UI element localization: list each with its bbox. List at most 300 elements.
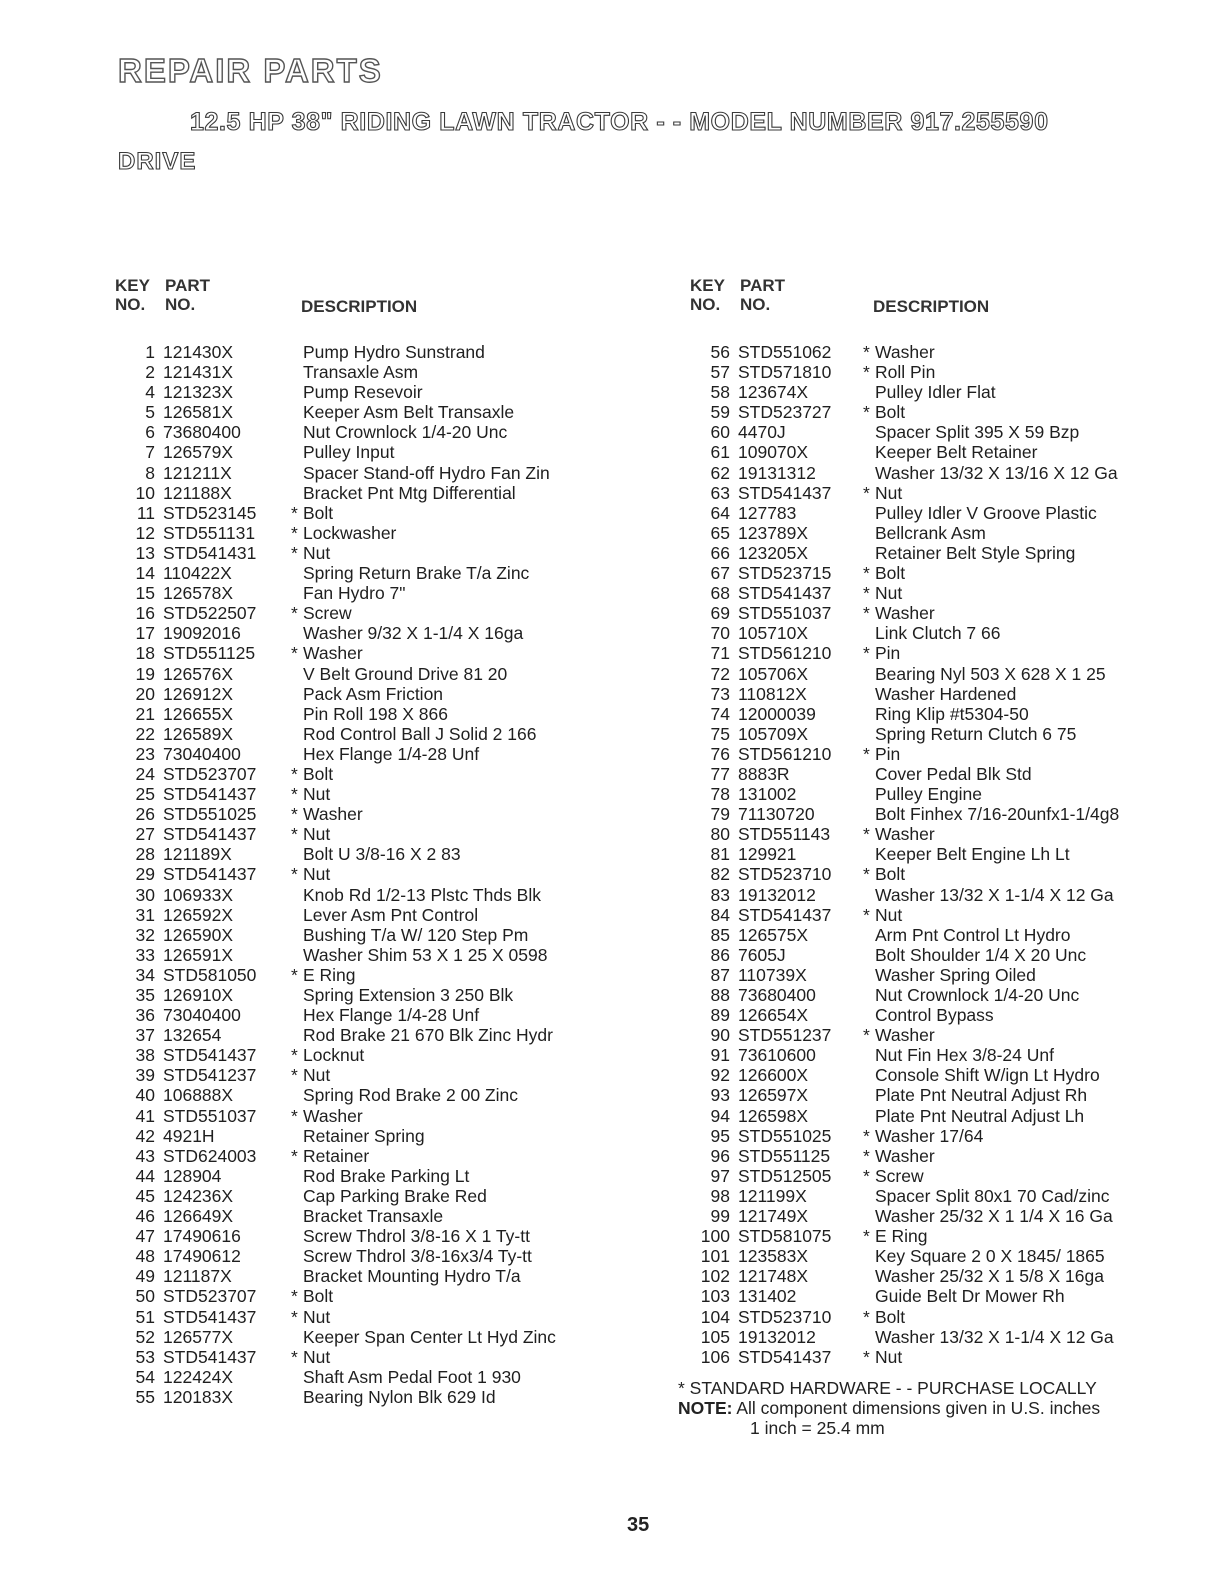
parts-row (113, 1226, 673, 1246)
key-number: 1 (145, 342, 155, 362)
parts-row (113, 905, 673, 925)
key-number: 77 (710, 763, 730, 784)
part-number: 126910X (163, 985, 234, 1005)
part-number: 132654 (163, 1025, 222, 1046)
part-number: 126649X (163, 1206, 234, 1227)
parts-row (113, 1186, 673, 1206)
part-description: Spring Extension 3 250 Blk (303, 985, 514, 1005)
part-description: Plate Pnt Neutral Adjust Lh (875, 1105, 1085, 1126)
part-number: STD551037 (163, 1105, 257, 1126)
part-description: Link Clutch 7 66 (875, 623, 1001, 644)
standard-hardware-mark: * (863, 864, 870, 885)
part-number: STD523715 (738, 563, 832, 584)
part-description: Locknut (303, 1045, 365, 1066)
key-number: 17 (135, 623, 155, 644)
key-number: 41 (135, 1105, 155, 1126)
standard-hardware-mark (291, 362, 303, 382)
parts-row (688, 985, 1208, 1005)
part-description: Cap Parking Brake Red (303, 1185, 487, 1206)
parts-row (113, 965, 673, 985)
key-number: 101 (700, 1246, 730, 1267)
standard-hardware-mark: * (863, 824, 870, 845)
standard-hardware-mark (863, 804, 875, 824)
standard-hardware-mark: * (291, 1346, 298, 1367)
part-number: STD541437 (738, 1346, 832, 1367)
standard-hardware-mark (863, 382, 875, 402)
column-headers (688, 276, 1208, 342)
parts-row (113, 1166, 673, 1186)
part-number: 12000039 (738, 703, 816, 724)
part-number: 121430X (163, 342, 234, 362)
part-number: STD551131 (163, 522, 256, 543)
part-description: Bolt (875, 563, 906, 584)
parts-row (113, 885, 673, 905)
part-description: Arm Pnt Control Lt Hydro (875, 924, 1071, 945)
part-number: 73680400 (738, 985, 816, 1005)
key-number: 89 (710, 1005, 730, 1026)
standard-hardware-mark: * (291, 964, 298, 985)
part-description: E Ring (875, 1226, 928, 1247)
key-number: 100 (700, 1226, 730, 1247)
parts-row (113, 945, 673, 965)
part-number: 71130720 (738, 804, 815, 825)
parts-row (688, 1005, 1208, 1025)
parts-row (688, 1266, 1208, 1286)
part-description: Lockwasher (303, 522, 397, 543)
parts-row (688, 804, 1208, 824)
key-number: 6 (145, 422, 155, 443)
parts-row (688, 342, 1208, 362)
part-description: Nut (875, 482, 903, 503)
description-header: DESCRIPTION (301, 297, 418, 316)
part-number: 17490612 (163, 1246, 241, 1267)
parts-row (688, 382, 1208, 402)
parts-row (688, 603, 1208, 623)
part-number: 19132012 (738, 884, 816, 905)
part-number: STD581075 (738, 1226, 832, 1247)
part-description: Bolt (303, 502, 334, 523)
part-number: 123789X (738, 522, 809, 543)
standard-hardware-mark (291, 744, 303, 764)
standard-hardware-mark (863, 664, 875, 684)
key-number: 72 (710, 663, 730, 684)
part-description: Nut (303, 784, 331, 805)
standard-hardware-mark (291, 1367, 303, 1387)
part-number: 126579X (163, 442, 234, 463)
key-number: 83 (710, 884, 730, 905)
parts-row (688, 1085, 1208, 1105)
key-number: 80 (710, 824, 730, 845)
key-number: 97 (710, 1165, 730, 1186)
part-number: 4470J (738, 422, 786, 443)
standard-hardware-mark: * (863, 362, 870, 383)
part-description: Washer 25/32 X 1 5/8 X 16ga (875, 1266, 1104, 1287)
part-number: STD523710 (738, 1306, 832, 1327)
part-description: Washer 13/32 X 1-1/4 X 12 Ga (875, 884, 1114, 905)
part-number: STD541437 (163, 784, 257, 805)
standard-hardware-mark: * (291, 804, 298, 825)
standard-hardware-mark (291, 483, 303, 503)
parts-row (113, 844, 673, 864)
parts-row (113, 704, 673, 724)
parts-row (113, 603, 673, 623)
parts-row (113, 1126, 673, 1146)
parts-row (688, 1065, 1208, 1085)
part-number: STD571810 (738, 362, 832, 383)
part-description: Control Bypass (875, 1005, 994, 1026)
standard-hardware-mark (863, 1266, 875, 1286)
standard-hardware-mark (291, 1387, 303, 1407)
note-text: All component dimensions given in U.S. inches (736, 1398, 1101, 1418)
standard-hardware-mark (863, 1206, 875, 1226)
key-number: 40 (135, 1085, 155, 1106)
dimension-note (678, 1398, 1100, 1418)
standard-hardware-mark (291, 1266, 303, 1286)
standard-hardware-mark: * (291, 522, 298, 543)
part-description: Screw (303, 603, 352, 624)
key-number: 78 (710, 784, 730, 805)
key-number: 54 (135, 1366, 155, 1387)
part-number: STD512505 (738, 1165, 832, 1186)
standard-hardware-mark (291, 885, 303, 905)
key-number: 93 (710, 1085, 730, 1106)
standard-hardware-mark: * (863, 1346, 870, 1367)
part-description: Bracket Mounting Hydro T/a (303, 1266, 521, 1287)
key-number: 18 (135, 643, 155, 664)
parts-row (113, 1045, 673, 1065)
key-number: 21 (135, 703, 155, 724)
key-number: 53 (135, 1346, 155, 1367)
standard-hardware-mark (291, 402, 303, 422)
part-number: 19132012 (738, 1326, 816, 1347)
part-number: 126592X (163, 904, 234, 925)
standard-hardware-mark: * (291, 784, 298, 805)
key-number: 45 (135, 1185, 155, 1206)
parts-row (688, 543, 1208, 563)
key-number: 26 (135, 804, 155, 825)
key-number: 62 (710, 462, 730, 483)
part-description: Spring Rod Brake 2 00 Zinc (303, 1085, 518, 1106)
key-number: 56 (710, 342, 730, 362)
part-number: 8883R (738, 763, 790, 784)
parts-row (688, 1307, 1208, 1327)
key-number: 63 (710, 482, 730, 503)
key-number: 70 (710, 623, 730, 644)
standard-hardware-mark: * (291, 763, 298, 784)
parts-row (688, 1347, 1208, 1367)
part-description: Nut (303, 864, 331, 885)
part-description: Bearing Nyl 503 X 628 X 1 25 (875, 663, 1106, 684)
key-number: 75 (710, 723, 730, 744)
part-description: Nut (875, 583, 903, 604)
part-description: Bolt (875, 1306, 906, 1327)
parts-row (113, 784, 673, 804)
standard-hardware-mark (291, 1206, 303, 1226)
part-number: 121431X (163, 362, 234, 383)
part-number: STD523710 (738, 864, 832, 885)
standard-hardware-mark (863, 965, 875, 985)
part-description: Nut (875, 1346, 903, 1367)
standard-hardware-mark (863, 764, 875, 784)
key-number: 84 (710, 904, 730, 925)
standard-hardware-mark: * (863, 1025, 870, 1046)
standard-hardware-mark: * (291, 542, 298, 563)
standard-hardware-mark (291, 1246, 303, 1266)
part-description: Pump Resevoir (303, 382, 423, 403)
part-description: Pin Roll 198 X 866 (303, 703, 448, 724)
parts-row (688, 925, 1208, 945)
key-number: 24 (135, 763, 155, 784)
part-description: Washer (875, 824, 935, 845)
parts-row (688, 643, 1208, 663)
key-number: 74 (710, 703, 730, 724)
standard-hardware-mark (863, 463, 875, 483)
parts-row (688, 1286, 1208, 1306)
key-number: 61 (710, 442, 730, 463)
parts-row (113, 483, 673, 503)
key-number: 68 (710, 583, 730, 604)
key-number: 98 (710, 1185, 730, 1206)
parts-row (113, 925, 673, 945)
part-header-no: NO. (165, 295, 196, 314)
standard-hardware-mark (291, 844, 303, 864)
key-number: 47 (135, 1226, 155, 1247)
parts-row (688, 704, 1208, 724)
part-number: 126589X (163, 723, 234, 744)
key-number: 20 (135, 683, 155, 704)
part-number: 128904 (163, 1165, 222, 1186)
part-number: 73040400 (163, 1005, 241, 1026)
parts-row (113, 1347, 673, 1367)
part-description: Nut (303, 1346, 331, 1367)
part-description: Nut Crownlock 1/4-20 Unc (875, 985, 1080, 1005)
section-title: DRIVE (118, 148, 197, 175)
key-header: KEY (115, 276, 150, 295)
key-number: 104 (700, 1306, 730, 1327)
part-description: Keeper Belt Engine Lh Lt (875, 844, 1070, 865)
part-number: 126590X (163, 924, 234, 945)
part-description: Spacer Split 80x1 70 Cad/zinc (875, 1185, 1110, 1206)
part-header-no: NO. (740, 295, 771, 314)
standard-hardware-mark (863, 784, 875, 804)
standard-hardware-mark (291, 925, 303, 945)
parts-row (113, 623, 673, 643)
part-description: Rod Control Ball J Solid 2 166 (303, 723, 537, 744)
parts-row (688, 503, 1208, 523)
part-number: 121189X (163, 844, 232, 865)
parts-row (113, 463, 673, 483)
key-number: 15 (135, 583, 155, 604)
part-description: Washer Spring Oiled (875, 964, 1036, 985)
part-number: STD541437 (738, 904, 832, 925)
key-header-no: NO. (690, 295, 721, 314)
part-number: 131002 (738, 784, 797, 805)
standard-hardware-mark (863, 1085, 875, 1105)
parts-row (688, 864, 1208, 884)
key-number: 43 (135, 1145, 155, 1166)
parts-row (688, 844, 1208, 864)
part-description: Keeper Asm Belt Transaxle (303, 402, 515, 423)
part-description: Bolt (875, 402, 906, 423)
part-description: V Belt Ground Drive 81 20 (303, 663, 508, 684)
standard-hardware-mark (291, 1005, 303, 1025)
key-number: 58 (710, 382, 730, 403)
parts-row (113, 684, 673, 704)
part-description: Bolt Finhex 7/16-20unfx1-1/4g8 (875, 804, 1120, 825)
key-number: 14 (135, 563, 155, 584)
key-number: 85 (710, 924, 730, 945)
part-description: Spring Return Clutch 6 75 (875, 723, 1077, 744)
parts-row (688, 885, 1208, 905)
standard-hardware-mark: * (291, 1286, 298, 1307)
parts-row (113, 804, 673, 824)
key-number: 52 (135, 1326, 155, 1347)
parts-row (113, 442, 673, 462)
standard-hardware-mark: * (863, 482, 870, 503)
parts-row (113, 543, 673, 563)
part-description: Washer 13/32 X 1-1/4 X 12 Ga (875, 1326, 1114, 1347)
standard-hardware-mark (291, 985, 303, 1005)
part-description: Knob Rd 1/2-13 Plstc Thds Blk (303, 884, 541, 905)
standard-hardware-mark (863, 925, 875, 945)
part-number: 17490616 (163, 1226, 241, 1247)
key-number: 94 (710, 1105, 730, 1126)
key-number: 50 (135, 1286, 155, 1307)
standard-hardware-mark (291, 704, 303, 724)
key-number: 30 (135, 884, 155, 905)
part-number: STD551025 (163, 804, 257, 825)
note-label: NOTE: (678, 1398, 733, 1418)
parts-row (113, 1085, 673, 1105)
part-number: STD551125 (163, 643, 256, 664)
key-number: 36 (135, 1005, 155, 1026)
key-number: 11 (136, 502, 155, 523)
part-number: 106888X (163, 1085, 234, 1106)
key-number: 42 (135, 1125, 155, 1146)
part-description: Washer Shim 53 X 1 25 X 0598 (303, 944, 548, 965)
key-number: 96 (710, 1145, 730, 1166)
description-header: DESCRIPTION (873, 297, 990, 316)
part-number: 121187X (163, 1266, 232, 1287)
part-description: Lever Asm Pnt Control (303, 904, 479, 925)
parts-row (113, 1065, 673, 1085)
part-description: Washer (303, 804, 363, 825)
standard-hardware-mark: * (863, 563, 870, 584)
part-description: Bolt U 3/8-16 X 2 83 (303, 844, 461, 865)
part-description: Rod Brake 21 670 Blk Zinc Hydr (303, 1025, 553, 1046)
part-description: Cover Pedal Blk Std (875, 763, 1032, 784)
key-number: 33 (135, 944, 155, 965)
key-number: 12 (135, 522, 155, 543)
parts-row (688, 1045, 1208, 1065)
part-description: Pin (875, 743, 901, 764)
standard-hardware-mark: * (863, 904, 870, 925)
key-number: 31 (135, 904, 155, 925)
part-description: Key Square 2 0 X 1845/ 1865 (875, 1246, 1105, 1267)
parts-row (688, 664, 1208, 684)
standard-hardware-mark: * (291, 1045, 298, 1066)
part-description: Pulley Engine (875, 784, 983, 805)
key-number: 88 (710, 985, 730, 1005)
part-description: Nut (303, 542, 331, 563)
standard-hardware-note: * STANDARD HARDWARE - - PURCHASE LOCALLY (678, 1378, 1097, 1398)
parts-row (113, 1246, 673, 1266)
standard-hardware-mark: * (863, 342, 870, 362)
standard-hardware-mark (863, 1065, 875, 1085)
part-description: Hex Flange 1/4-28 Unf (303, 1005, 480, 1026)
parts-row (688, 724, 1208, 744)
parts-row (113, 1367, 673, 1387)
key-number: 25 (135, 784, 155, 805)
parts-row (688, 463, 1208, 483)
part-description: Bolt (875, 864, 906, 885)
part-number: STD551062 (738, 342, 832, 362)
part-number: 73040400 (163, 743, 241, 764)
part-header: PART (740, 276, 786, 295)
part-number: STD551237 (738, 1025, 832, 1046)
part-number: 73610600 (738, 1045, 816, 1066)
standard-hardware-mark (291, 1166, 303, 1186)
standard-hardware-mark (863, 724, 875, 744)
part-number: STD523145 (163, 502, 257, 523)
key-number: 59 (710, 402, 730, 423)
key-number: 64 (710, 502, 730, 523)
standard-hardware-mark (863, 503, 875, 523)
part-number: 121211X (163, 462, 232, 483)
key-number: 34 (135, 964, 155, 985)
parts-row (688, 1186, 1208, 1206)
key-number: 95 (710, 1125, 730, 1146)
part-number: 123674X (738, 382, 809, 403)
part-number: 110739X (738, 964, 807, 985)
part-number: STD581050 (163, 964, 257, 985)
part-number: STD541431 (163, 542, 257, 563)
standard-hardware-mark: * (291, 603, 298, 624)
part-description: Hex Flange 1/4-28 Unf (303, 743, 480, 764)
key-number: 90 (710, 1025, 730, 1046)
part-description: Pack Asm Friction (303, 683, 444, 704)
key-number: 66 (710, 542, 730, 563)
part-number: 126576X (163, 663, 234, 684)
part-description: Transaxle Asm (303, 362, 419, 383)
standard-hardware-mark: * (291, 1145, 298, 1166)
part-description: Pump Hydro Sunstrand (303, 342, 485, 362)
part-description: Fan Hydro 7" (303, 583, 406, 604)
parts-row (113, 362, 673, 382)
key-number: 106 (700, 1346, 730, 1367)
parts-row (688, 1226, 1208, 1246)
part-description: Rod Brake Parking Lt (303, 1165, 470, 1186)
parts-row (113, 402, 673, 422)
part-number: STD523727 (738, 402, 832, 423)
part-description: Console Shift W/ign Lt Hydro (875, 1065, 1100, 1086)
footer-notes (678, 1378, 1100, 1438)
key-number: 35 (135, 985, 155, 1005)
parts-row (688, 905, 1208, 925)
standard-hardware-mark (291, 442, 303, 462)
key-number: 57 (710, 362, 730, 383)
key-number: 13 (135, 542, 155, 563)
part-number: STD541437 (738, 482, 832, 503)
key-number: 28 (135, 844, 155, 865)
parts-row (688, 684, 1208, 704)
part-number: 121749X (738, 1206, 809, 1227)
parts-row (688, 523, 1208, 543)
parts-row (688, 442, 1208, 462)
part-description: Retainer Belt Style Spring (875, 542, 1076, 563)
part-description: Washer (303, 1105, 363, 1126)
key-number: 102 (700, 1266, 730, 1287)
